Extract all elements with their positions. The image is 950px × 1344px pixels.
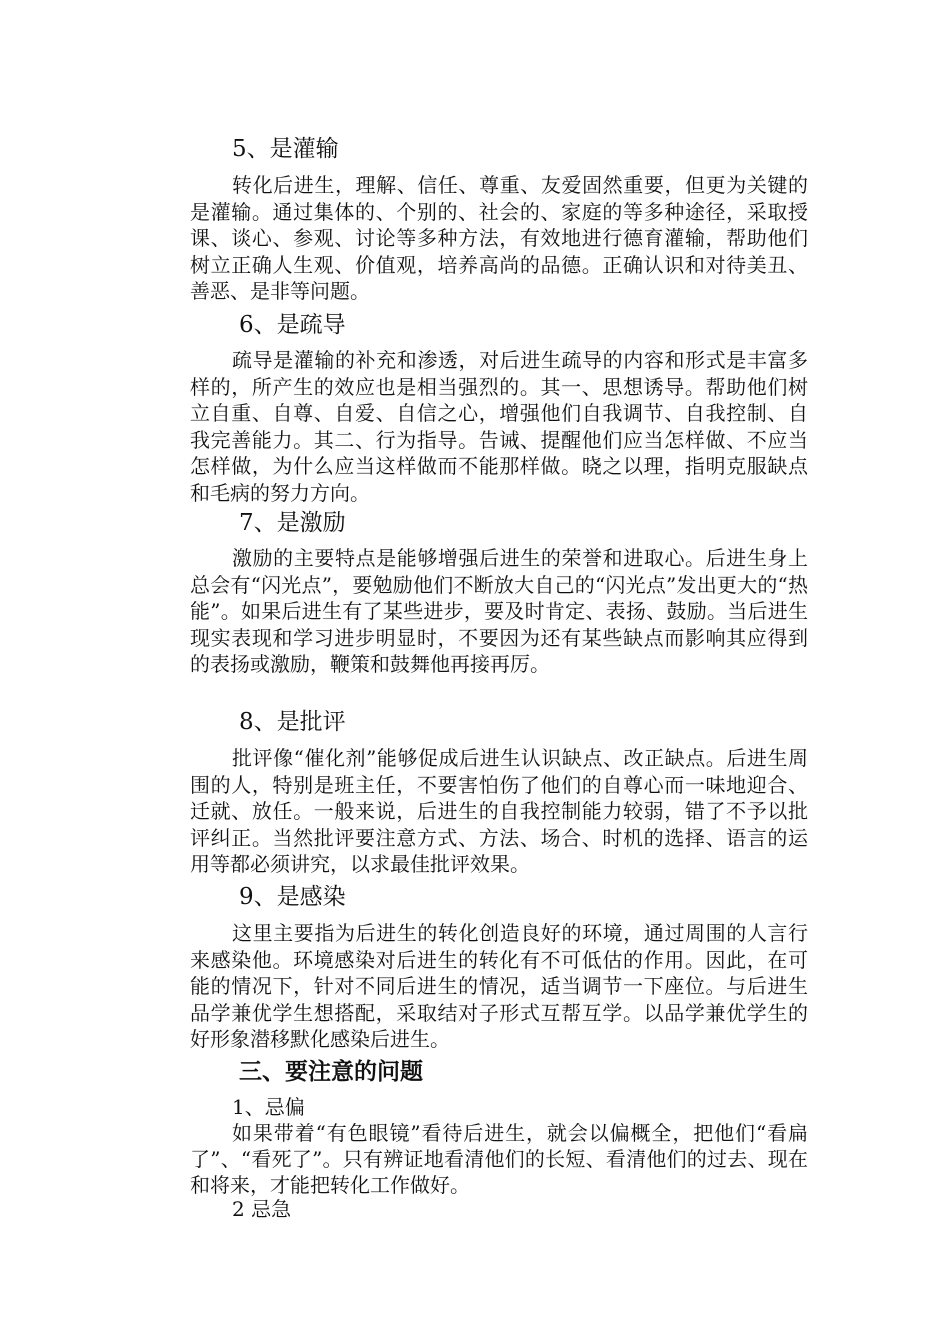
subsection-2-heading: 2 忌急 [232, 1197, 292, 1221]
section-6-heading: 6、是疏导 [239, 312, 346, 338]
subsection-1-paragraph: 如果带着“有色眼镜”看待后进生，就会以偏概全，把他们“看扁了”、“看死了”。只有辨证地看清他们的长短、看清他们的过去、现在和将来，才能把转化工作做好。 [190, 1121, 808, 1197]
section-5-paragraph: 转化后进生，理解、信任、尊重、友爱固然重要，但更为关键的是灌输。通过集体的、个别的、社会的、家庭的等多种途径，采取授课、谈心、参观、讨论等多种方法，有效地进行德育灌输，帮助他们树立正确人生观、价值观，培养高尚的品德。正确认识和对待美丑、善恶、是非等问题。 [190, 173, 808, 303]
section-6-paragraph: 疏导是灌输的补充和渗透，对后进生疏导的内容和形式是丰富多样的，所产生的效应也是相当强烈的。其一、思想诱导。帮助他们树立自重、自尊、自爱、自信之心，增强他们自我调节、自我控制、自我完善能力。其二、行为指导。告诫、提醒他们应当怎样做、不应当怎样做，为什么应当这样做而不能那样做。晓之以理，指明克服缺点和毛病的努力方向。 [190, 348, 808, 505]
section-8-paragraph: 批评像“催化剂”能够促成后进生认识缺点、改正缺点。后进生周围的人，特别是班主任，不要害怕伤了他们的自尊心而一味地迎合、迁就、放任。一般来说，后进生的自我控制能力较弱，错了不予以批评纠正。当然批评要注意方式、方法、场合、时机的选择、语言的运用等都必须讲究，以求最佳批评效果。 [190, 746, 808, 876]
major-heading-issues: 三、要注意的问题 [239, 1058, 423, 1085]
section-7-heading: 7、是激励 [239, 510, 346, 536]
section-9-heading: 9、是感染 [239, 884, 346, 910]
subsection-1-heading: 1、忌偏 [232, 1095, 305, 1119]
section-8-heading: 8、是批评 [239, 709, 346, 735]
section-9-paragraph: 这里主要指为后进生的转化创造良好的环境，通过周围的人言行来感染他。环境感染对后进生的转化有不可低估的作用。因此，在可能的情况下，针对不同后进生的情况，适当调节一下座位。与后进生品学兼优学生想搭配，采取结对子形式互帮互学。以品学兼优学生的好形象潜移默化感染后进生。 [190, 921, 808, 1051]
section-7-paragraph: 激励的主要特点是能够增强后进生的荣誉和进取心。后进生身上总会有“闪光点”，要勉励他们不断放大自己的“闪光点”发出更大的“热能”。如果后进生有了某些进步，要及时肯定、表扬、鼓励。当后进生现实表现和学习进步明显时，不要因为还有某些缺点而影响其应得到的表扬或激励，鞭策和鼓舞他再接再厉。 [190, 546, 808, 676]
section-5-heading: 5、是灌输 [232, 136, 339, 162]
